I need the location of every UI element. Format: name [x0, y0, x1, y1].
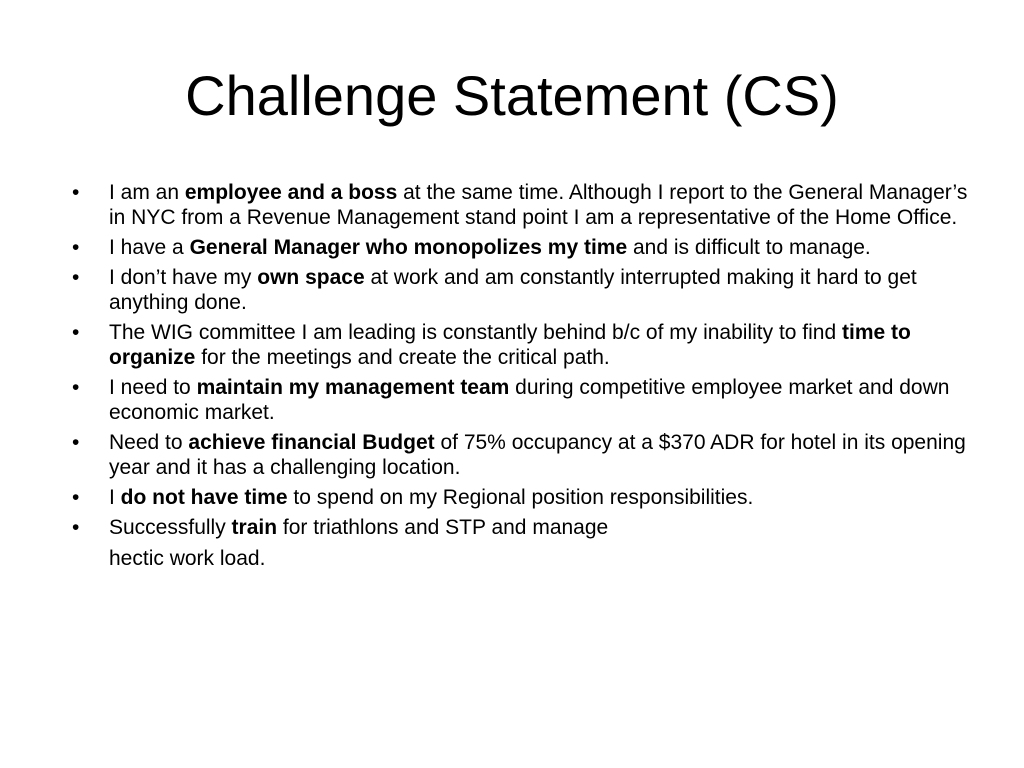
bullet-marker: • — [72, 236, 80, 259]
bullet-item — [72, 430, 972, 480]
bullet-text: at the same time. Although I report to the General Manager’s in NYC from a Revenue Management stand point I am a representative of the Home Office. — [109, 181, 968, 229]
bullet-emphasis: achieve financial Budget — [188, 431, 435, 454]
bullet-continuation: hectic work load. — [109, 547, 266, 570]
bullet-emphasis: train — [231, 516, 278, 539]
bullet-item — [72, 515, 972, 571]
bullet-text: I need to — [109, 376, 197, 399]
bullet-emphasis: employee and a boss — [184, 181, 398, 204]
bullet-text: and is difficult to manage. — [627, 236, 871, 259]
bullet-text: The WIG committee I am leading is constantly behind b/c of my inability to find — [109, 321, 842, 344]
bullet-text: to spend on my Regional position responsibilities. — [287, 486, 754, 509]
bullet-text: for triathlons and STP and manage — [277, 516, 609, 539]
bullet-emphasis: time to organize — [109, 321, 911, 369]
bullet-item — [72, 180, 972, 230]
bullet-text: Need to — [109, 431, 189, 454]
bullet-item — [72, 375, 972, 425]
bullet-emphasis: General Manager who monopolizes my time — [189, 236, 628, 259]
bullet-item — [72, 485, 972, 510]
bullet-text: Successfully — [109, 516, 232, 539]
bullet-emphasis: own space — [257, 266, 365, 289]
bullet-marker: • — [72, 321, 80, 344]
bullet-list — [72, 180, 972, 576]
bullet-text: I have a — [109, 236, 190, 259]
bullet-marker: • — [72, 516, 80, 539]
slide-title: Challenge Statement (CS) — [185, 64, 839, 127]
bullet-text: I am an — [109, 181, 185, 204]
bullet-emphasis: maintain my management team — [196, 376, 510, 399]
bullet-text: at work and am constantly interrupted making it hard to get anything done. — [109, 266, 917, 314]
bullet-marker: • — [72, 376, 80, 399]
bullet-item — [72, 320, 972, 370]
bullet-marker: • — [72, 431, 80, 454]
bullet-item — [72, 235, 972, 260]
bullet-marker: • — [72, 181, 80, 204]
bullet-marker: • — [72, 266, 80, 289]
bullet-marker: • — [72, 486, 80, 509]
bullet-text: during competitive employee market and down economic market. — [109, 376, 950, 424]
bullet-text: of 75% occupancy at a $370 ADR for hotel in its opening year and it has a challenging location. — [109, 431, 966, 479]
bullet-item — [72, 265, 972, 315]
bullet-text: I — [109, 486, 121, 509]
bullet-text: I don’t have my — [109, 266, 258, 289]
bullet-text: for the meetings and create the critical path. — [195, 346, 610, 369]
bullet-emphasis: do not have time — [120, 486, 288, 509]
